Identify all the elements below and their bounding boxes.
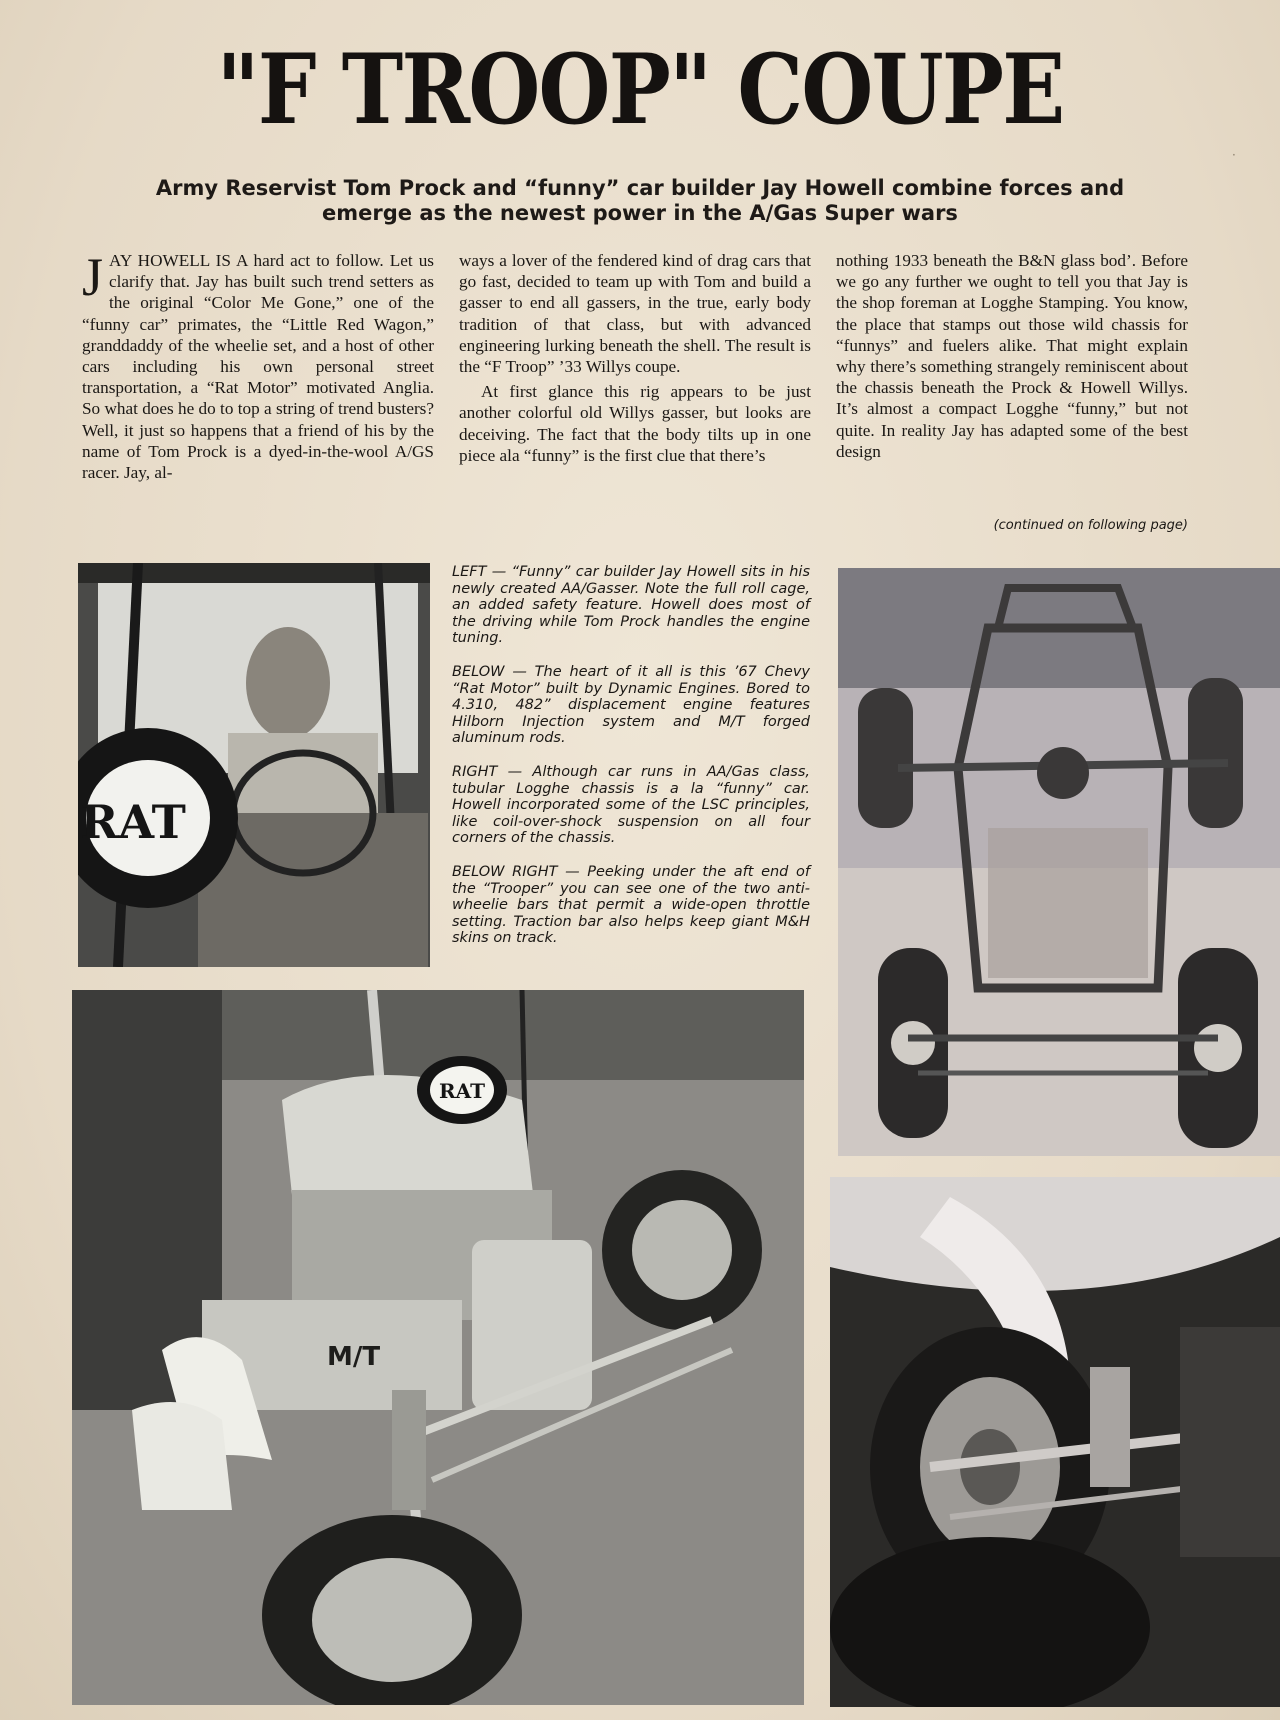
photo-captions bbox=[452, 564, 810, 964]
body-column-3 bbox=[836, 250, 1188, 466]
body-text: At first glance this rig appears to be just another colorful old Willys gasser, but looks are deceiving. The fact that the body tilts up in one piece ala “funny” is the first clue that there’s bbox=[459, 382, 811, 465]
rat-badge-text: RAT bbox=[80, 795, 186, 849]
article-title: "F TROOP" COUPE bbox=[216, 33, 1064, 146]
continued-note: (continued on following page) bbox=[993, 518, 1188, 533]
caption-left: LEFT — “Funny” car builder Jay Howell sits in his newly created AA/Gasser. Note the full roll cage, an added safety feature. Howell does most of the driving while Tom Prock handles the engine tuning. bbox=[452, 564, 810, 647]
article-subtitle: Army Reservist Tom Prock and “funny” car builder Jay Howell combine forces and emerge as the newest power in the A/Gas Super wars bbox=[155, 176, 1125, 225]
valve-cover-text: M/T bbox=[327, 1342, 381, 1372]
body-column-2 bbox=[459, 250, 811, 470]
body-text: ways a lover of the fendered kind of drag cars that go fast, decided to team up with Tom and build a gasser to end all gassers, in the true, early body tradition of that class, but with advanced engineering lurking beneath the shell. The result is the “F Troop” ’33 Willys coupe. bbox=[459, 251, 811, 377]
body-text: AY HOWELL IS A hard act to follow. Let us clarify that. Jay has built such trend setters as the original “Color Me Gone,” one of the “funny car” primates, the “Little Red Wagon,” granddaddy of the wheelie set, and a host of other cars including his own personal street transportation, a “Rat Motor” motivated Anglia. So what does he do to top a string of trend busters? Well, it just so happens that a friend of his by the name of Tom Prock is a dyed-in-the-wool A/GS racer. Jay, al- bbox=[82, 251, 434, 483]
print-speck: · bbox=[1232, 148, 1236, 162]
body-column-1 bbox=[82, 247, 434, 487]
caption-below-right: BELOW RIGHT — Peeking under the aft end of the “Trooper” you can see one of the two anti-wheelie bars that permit a wide-open throttle setting. Traction bar also helps keep giant M&H skins on track. bbox=[452, 863, 810, 947]
photo-driver bbox=[78, 563, 430, 967]
photo-chassis bbox=[838, 568, 1280, 1156]
body-text: nothing 1933 beneath the B&N glass bod’. Before we go any further we ought to tell you that Jay is the shop foreman at Logghe Stamping. You know, the place that stamps out those wild chassis for “funnys” and fuelers alike. That might explain why there’s something strangely reminiscent about the chassis beneath the Prock & Howell Willys. It’s almost a compact Logghe “funny,” but not quite. In reality Jay has adapted some of the best design bbox=[836, 251, 1188, 461]
rat-badge-text: RAT bbox=[439, 1079, 485, 1103]
photo-rear-underside bbox=[830, 1177, 1280, 1707]
caption-below: BELOW — The heart of it all is this ’67 Chevy “Rat Motor” built by Dynamic Engines. Bored to 4.310, 482” displacement engine features Hilborn Injection system and M/T forged aluminum rods. bbox=[452, 663, 810, 747]
caption-right: RIGHT — Although car runs in AA/Gas class, tubular Logghe chassis is a la “funny” car. Howell incorporated some of the LSC principles, like coil-over-shock suspension on all four corners of the chassis. bbox=[452, 763, 810, 847]
drop-cap: J bbox=[82, 247, 104, 307]
photo-engine bbox=[72, 990, 804, 1705]
